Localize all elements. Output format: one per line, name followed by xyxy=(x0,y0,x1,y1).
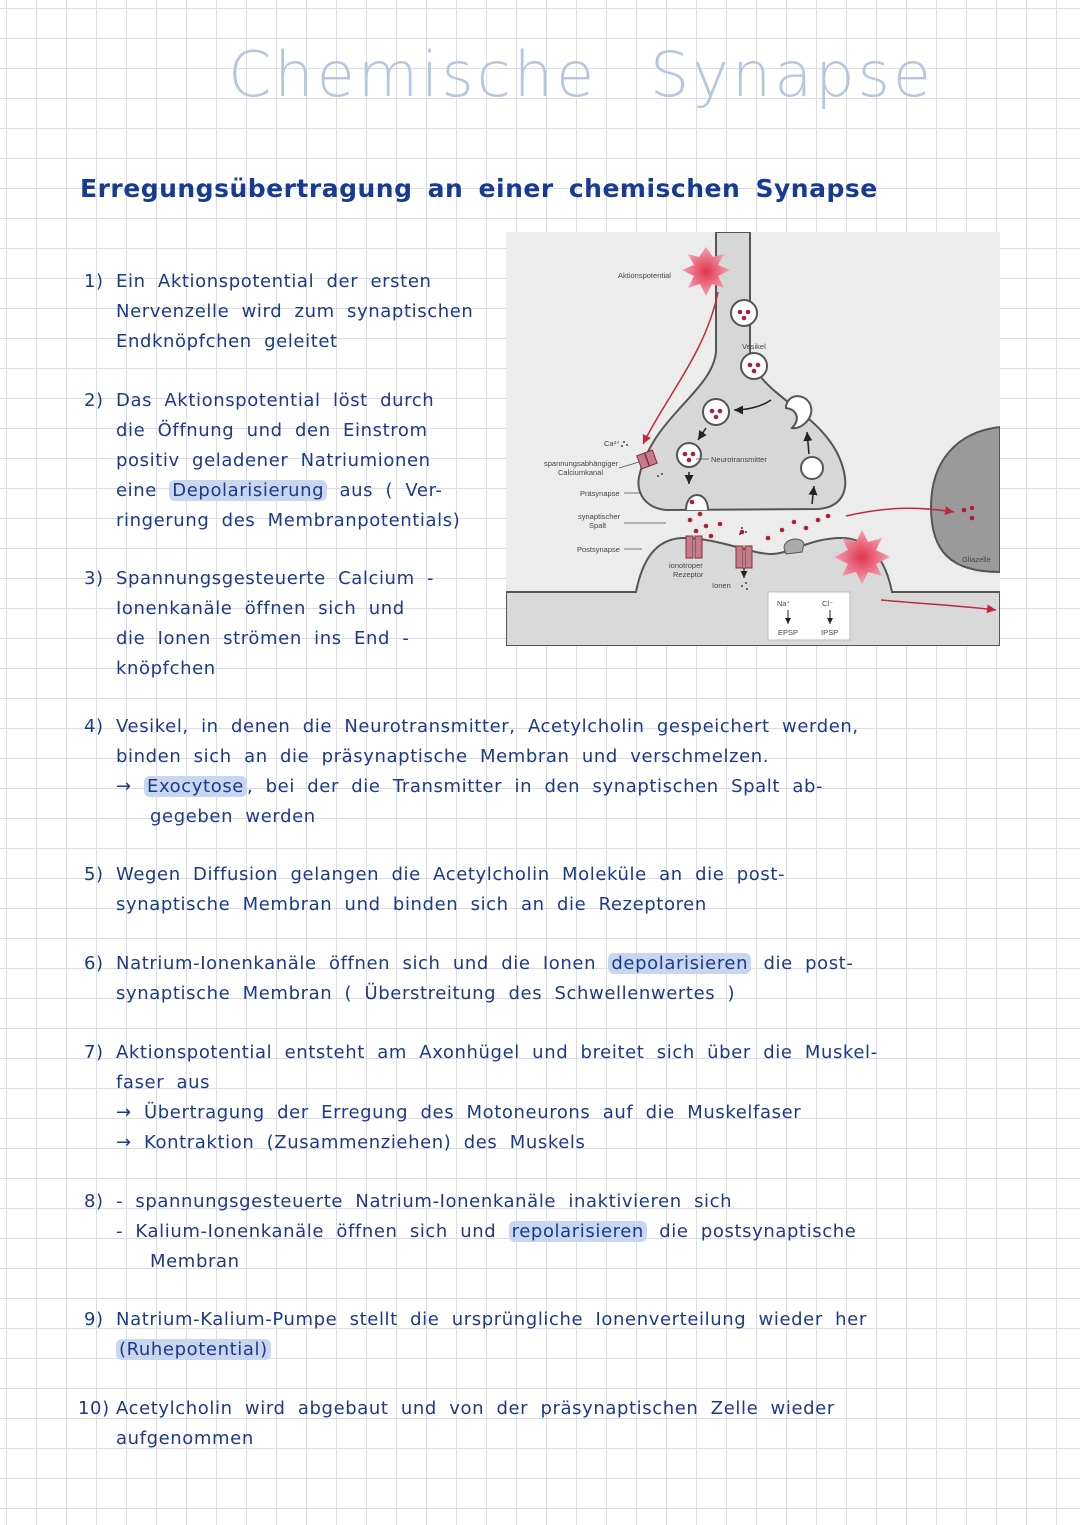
label-vesikel: Vesikel xyxy=(742,342,766,351)
step-number: 1) xyxy=(84,271,104,292)
step-number: 10) xyxy=(78,1398,110,1419)
step-6 xyxy=(84,949,853,1009)
label-postsynapse: Postsynapse xyxy=(577,545,620,554)
step-text: knöpfchen xyxy=(116,658,216,679)
postsynaptic-cell xyxy=(506,538,1000,646)
label-rezeptor: Rezeptor xyxy=(673,570,704,579)
step-text: Ein Aktionspotential der ersten xyxy=(116,271,432,292)
step-4 xyxy=(84,712,859,832)
step-text: Natrium-Ionenkanäle öffnen sich und die Ionen xyxy=(116,953,609,974)
step-text: eine xyxy=(116,480,170,501)
label-ipsp: IPSP xyxy=(821,628,839,637)
label-ionen: Ionen xyxy=(712,581,731,590)
step-text: binden sich an die präsynaptische Membran und verschmelzen. xyxy=(116,746,770,767)
highlight-ruhepotential: (Ruhepotential) xyxy=(116,1339,271,1360)
highlight-repolarisieren: repolarisieren xyxy=(509,1221,647,1242)
step-text: Das Aktionspotential löst durch xyxy=(116,390,435,411)
step-text: Aktionspotential entsteht am Axonhügel und breitet sich über die Muskel- xyxy=(116,1042,878,1063)
step-text: positiv geladener Natriumionen xyxy=(116,450,431,471)
step-text: gegeben werden xyxy=(150,806,316,827)
step-text: - spannungsgesteuerte Natrium-Ionenkanäle inaktivieren sich xyxy=(116,1191,733,1212)
highlight-depolarisieren: depolarisieren xyxy=(608,953,751,974)
label-synaptischer-spalt: synaptischer xyxy=(578,512,621,521)
highlight-exocytose: Exocytose xyxy=(144,776,247,797)
step-10 xyxy=(78,1394,835,1454)
step-text: Nervenzelle wird zum synaptischen xyxy=(116,301,474,322)
step-number: 7) xyxy=(84,1042,104,1063)
step-number: 6) xyxy=(84,953,104,974)
step-number: 4) xyxy=(84,716,104,737)
step-7 xyxy=(84,1038,878,1158)
step-text: synaptische Membran und binden sich an die Rezeptoren xyxy=(116,894,707,915)
step-number: 9) xyxy=(84,1309,104,1330)
step-text: die postsynaptische xyxy=(646,1221,857,1242)
label-rezeptor: ionotroper xyxy=(669,561,703,570)
step-text: aufgenommen xyxy=(116,1428,254,1449)
label-calciumkanal: spannungsabhängiger xyxy=(544,459,619,468)
vesicle xyxy=(677,443,701,467)
label-praesynapse: Präsynapse xyxy=(580,489,620,498)
step-text: synaptische Membran ( Überstreitung des Schwellenwertes ) xyxy=(116,983,736,1004)
label-gliazelle: Gliazelle xyxy=(962,555,991,564)
step-text: faser aus xyxy=(116,1072,211,1093)
step-number: 8) xyxy=(84,1191,104,1212)
step-5 xyxy=(84,860,785,920)
step-1 xyxy=(84,267,473,357)
label-calciumkanal: Calciumkanal xyxy=(558,468,604,477)
step-9 xyxy=(84,1305,867,1365)
step-text: die Öffnung und den Einstrom xyxy=(116,420,428,441)
step-number: 3) xyxy=(84,568,104,589)
section-heading: Erregungsübertragung an einer chemischen Synapse xyxy=(80,174,878,203)
step-text: Membran xyxy=(150,1251,240,1272)
step-text: Spannungsgesteuerte Calcium - xyxy=(116,568,435,589)
step-8 xyxy=(84,1187,856,1277)
step-text: Endknöpfchen geleitet xyxy=(116,331,338,352)
enzyme xyxy=(784,539,804,554)
step-text: , bei der die Transmitter in den synaptischen Spalt ab- xyxy=(246,776,824,797)
label-cl: Cl⁻ xyxy=(822,599,834,608)
label-ca: Ca²⁺ xyxy=(604,439,621,448)
vesicle xyxy=(741,353,767,379)
step-text: aus ( Ver- xyxy=(327,480,443,501)
step-text: → Kontraktion (Zusammenziehen) des Muskels xyxy=(116,1132,586,1153)
label-na: Na⁺ xyxy=(777,599,791,608)
step-text: Acetylcholin wird abgebaut und von der präsynaptischen Zelle wieder xyxy=(116,1398,835,1419)
empty-vesicle xyxy=(801,457,823,479)
step-number: 2) xyxy=(84,390,104,411)
label-neurotransmitter: Neurotransmitter xyxy=(711,455,767,464)
step-text: die post- xyxy=(751,953,854,974)
vesicle xyxy=(703,399,729,425)
step-3 xyxy=(84,564,434,684)
highlight-depolarisierung: Depolarisierung xyxy=(169,480,327,501)
vesicle xyxy=(731,300,757,326)
step-number: 5) xyxy=(84,864,104,885)
label-aktionspotential: Aktionspotential xyxy=(618,271,671,280)
page-title: Chemische Synapse xyxy=(228,38,935,111)
glial-cell xyxy=(931,427,1000,572)
step-text: die Ionen strömen ins End - xyxy=(116,628,410,649)
step-text: → xyxy=(116,776,145,797)
step-text: - Kalium-Ionenkanäle öffnen sich und xyxy=(116,1221,509,1242)
step-text: Ionenkanäle öffnen sich und xyxy=(116,598,405,619)
step-2 xyxy=(84,386,460,536)
synapse-diagram xyxy=(506,232,1000,646)
step-text: Natrium-Kalium-Pumpe stellt die ursprüngliche Ionenverteilung wieder her xyxy=(116,1309,867,1330)
label-epsp: EPSP xyxy=(778,628,799,637)
step-text: Vesikel, in denen die Neurotransmitter, Acetylcholin gespeichert werden, xyxy=(116,716,859,737)
step-text: ringerung des Membranpotentials) xyxy=(116,510,461,531)
step-text: Wegen Diffusion gelangen die Acetylcholin Moleküle an die post- xyxy=(116,864,786,885)
synapse-illustration xyxy=(506,232,1000,646)
label-synaptischer-spalt: Spalt xyxy=(589,521,607,530)
step-text: → Übertragung der Erregung des Motoneurons auf die Muskelfaser xyxy=(116,1102,802,1123)
